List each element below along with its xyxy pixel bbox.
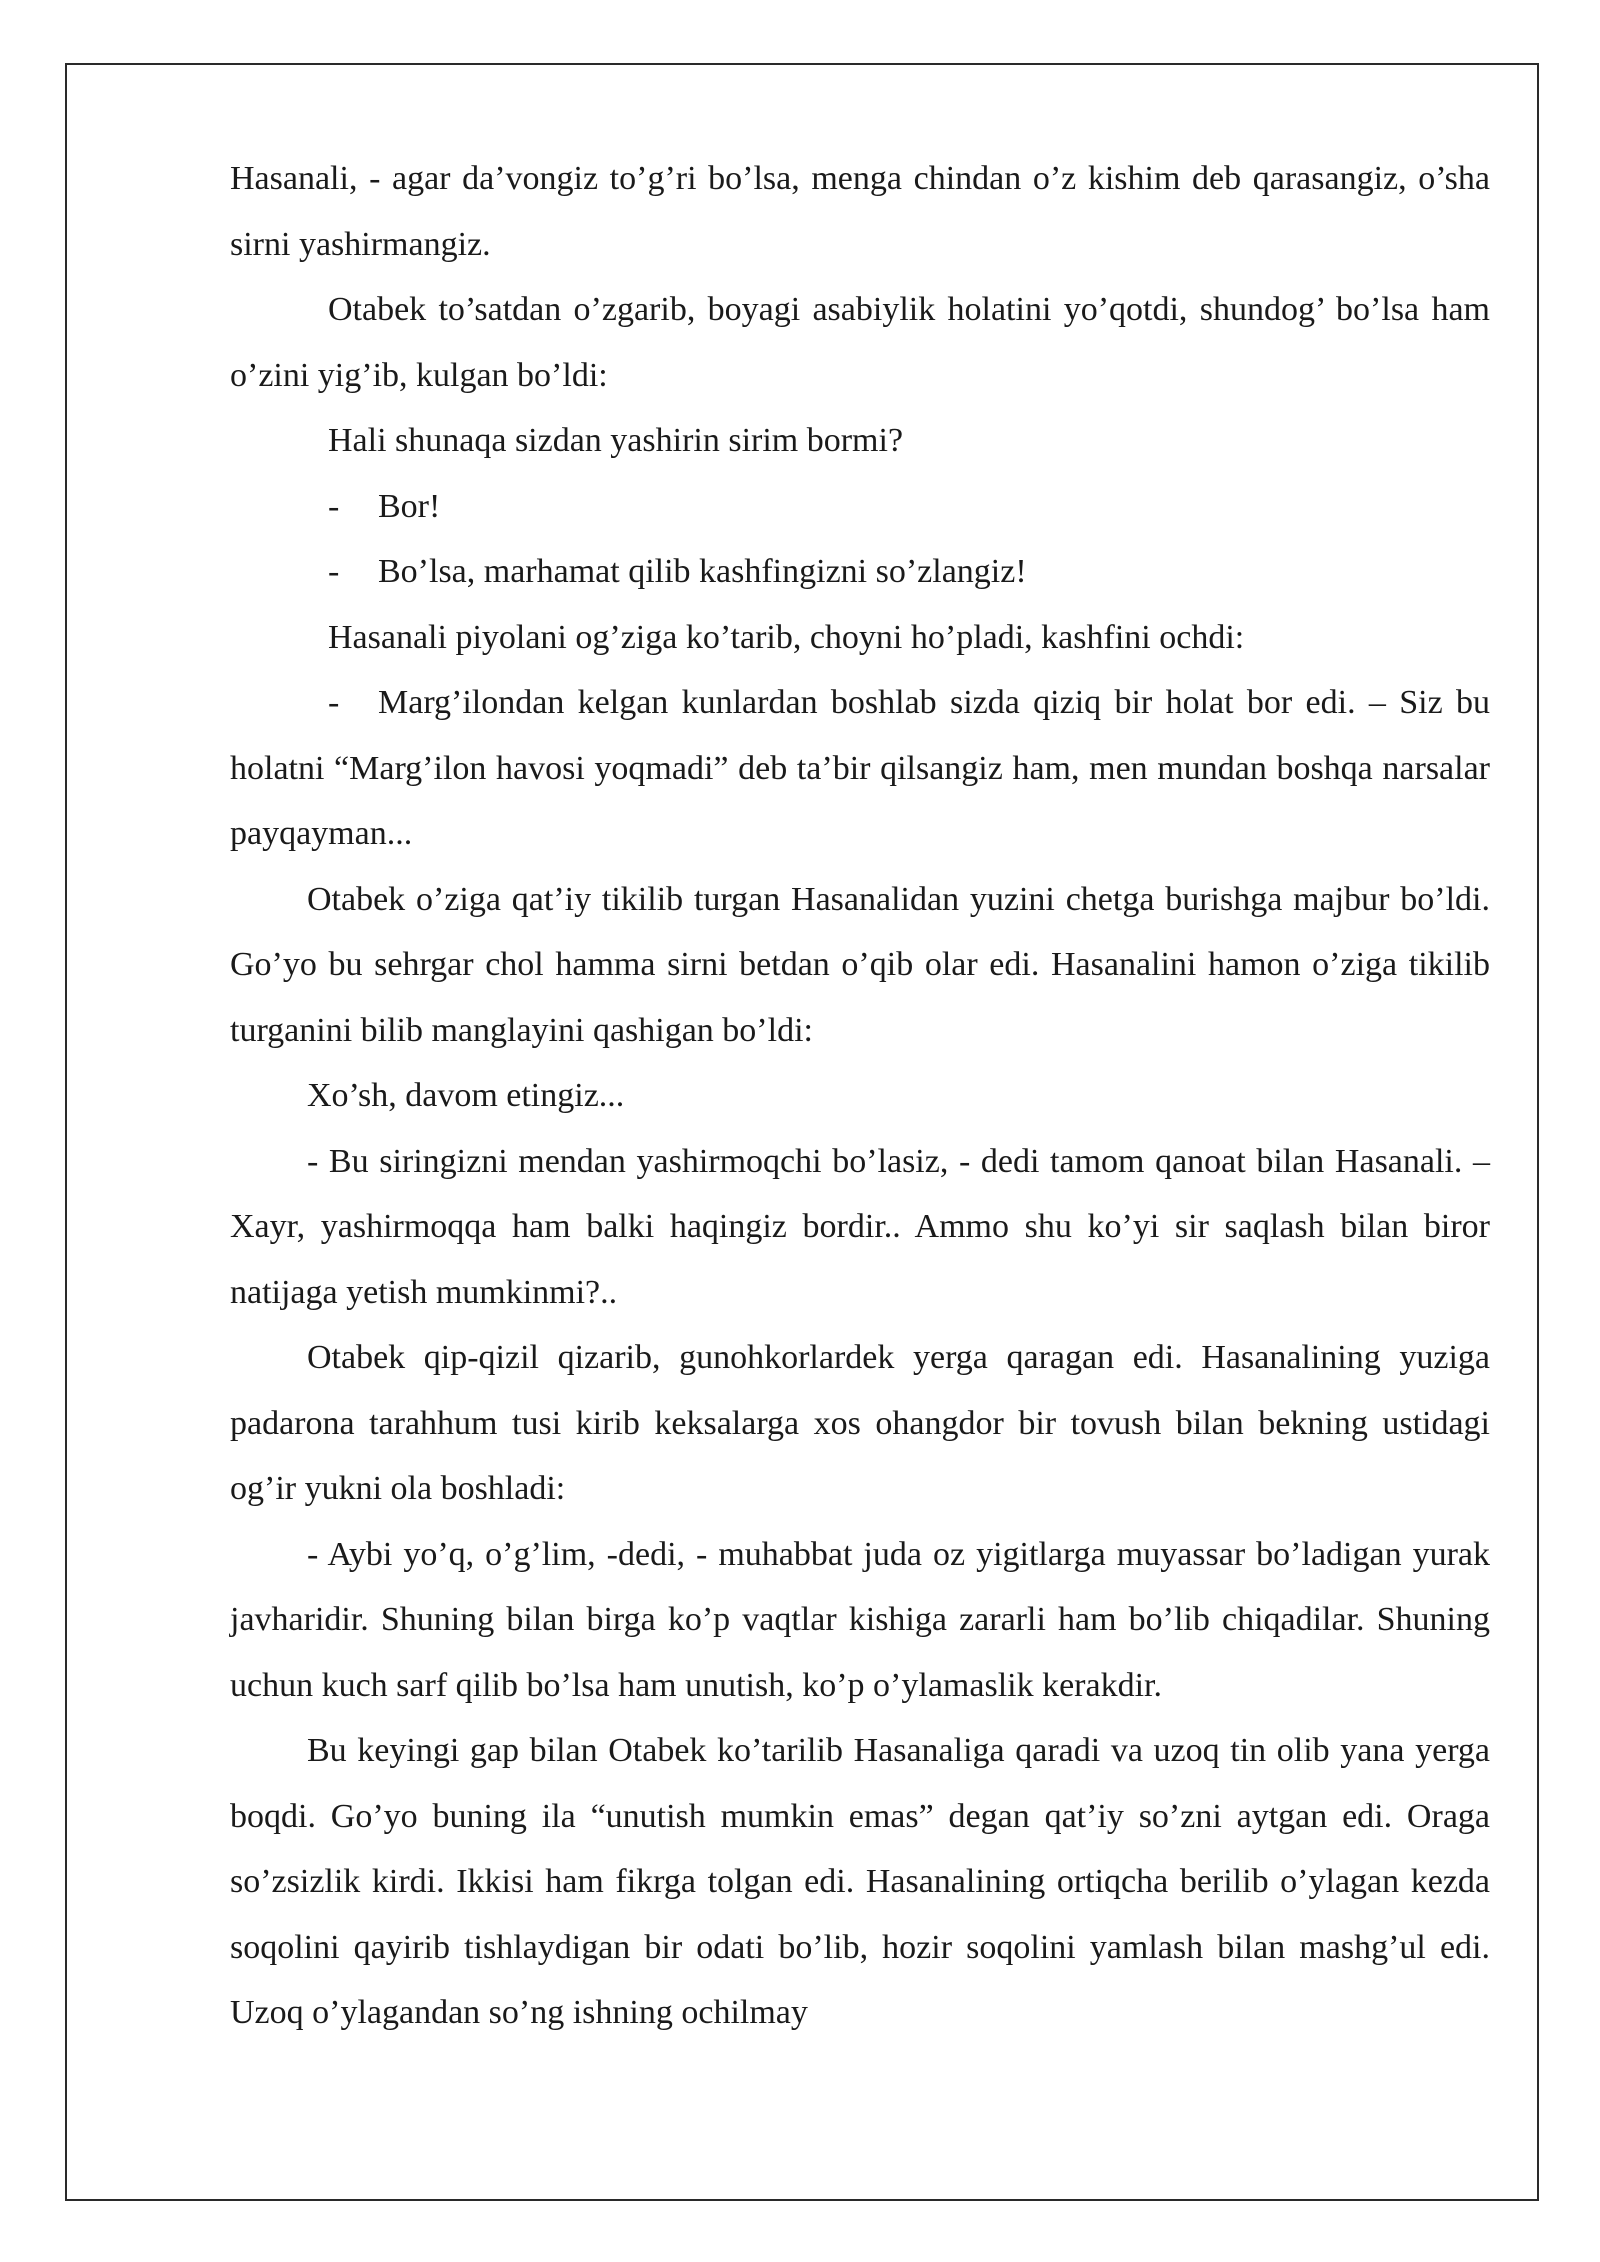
- dialogue-dash: -: [328, 553, 340, 590]
- paragraph: - Bu siringizni mendan yashirmoqchi bo’lasiz, - dedi tamom qanoat bilan Hasanali. – Xayr, yashirmoqqa ham balki haqingiz bordir.. Ammo shu ko’yi sir saqlash bilan biror natijaga yetish mumkinmi?..: [230, 1142, 1490, 1311]
- paragraph: - Aybi yo’q, o’g’lim, -dedi, - muhabbat juda oz yigitlarga muyassar bo’ladigan yurak javharidir. Shuning bilan birga ko’p vaqtlar kishiga zararli ham bo’lib chiqadilar. Shuning uchun kuch sarf qilib bo’lsa ham unutish, ko’p o’ylamaslik kerakdir.: [230, 1535, 1490, 1704]
- dialogue-dash: -: [328, 487, 340, 525]
- dialogue-dash: -: [328, 684, 340, 721]
- dialogue-text: Bor!: [378, 487, 441, 525]
- dialogue-line: [230, 474, 1490, 540]
- paragraph: Otabek o’ziga qat’iy tikilib turgan Hasanalidan yuzini chetga burishga majbur bo’ldi. Go’yo bu sehrgar chol hamma sirni betdan o’qib olar edi. Hasanalini hamon o’ziga tikilib turganini bilib manglayini qashigan bo’ldi:: [230, 880, 1490, 1049]
- document-body: [230, 146, 1490, 2046]
- paragraph: Otabek qip-qizil qizarib, gunohkorlardek yerga qaragan edi. Hasanalining yuziga padarona tarahhum tusi kirib keksalarga xos ohangdor bir tovush bilan bekning ustidagi og’ir yukni ola boshladi:: [230, 1339, 1490, 1507]
- dialogue-line: [230, 539, 1490, 605]
- paragraph: Hasanali piyolani og’ziga ko’tarib, choyni ho’pladi, kashfini ochdi:: [328, 618, 1245, 656]
- dialogue-paragraph: [230, 670, 1490, 867]
- paragraph: Hasanali, - agar da’vongiz to’g’ri bo’lsa, menga chindan o’z kishim deb qarasangiz, o’sha sirni yashirmangiz.: [230, 160, 1490, 263]
- paragraph: Otabek to’satdan o’zgarib, boyagi asabiylik holatini yo’qotdi, shundog’ bo’lsa ham o’zini yig’ib, kulgan bo’ldi:: [230, 291, 1490, 394]
- paragraph: Hali shunaqa sizdan yashirin sirim bormi?: [328, 422, 904, 459]
- paragraph: Xo’sh, davom etingiz...: [307, 1077, 625, 1114]
- dialogue-text: Marg’ilondan kelgan kunlardan boshlab sizda qiziq bir holat bor edi. – Siz bu holatni “Marg’ilon havosi yoqmadi” deb ta’bir qilsangiz ham, men mundan boshqa narsalar payqayman...: [230, 684, 1490, 852]
- dialogue-text: Bo’lsa, marhamat qilib kashfingizni so’zlangiz!: [378, 553, 1027, 590]
- paragraph: Bu keyingi gap bilan Otabek ko’tarilib Hasanaliga qaradi va uzoq tin olib yana yerga boqdi. Go’yo buning ila “unutish mumkin emas” degan qat’iy so’zni aytgan edi. Oraga so’zsizlik kirdi. Ikkisi ham fikrga tolgan edi. Hasanalining ortiqcha berilib o’ylagan kezda soqolini qayirib tishlaydigan bir odati bo’lib, hozir soqolini yamlash bilan mashg’ul edi. Uzoq o’ylagandan so’ng ishning ochilmay: [230, 1732, 1490, 2031]
